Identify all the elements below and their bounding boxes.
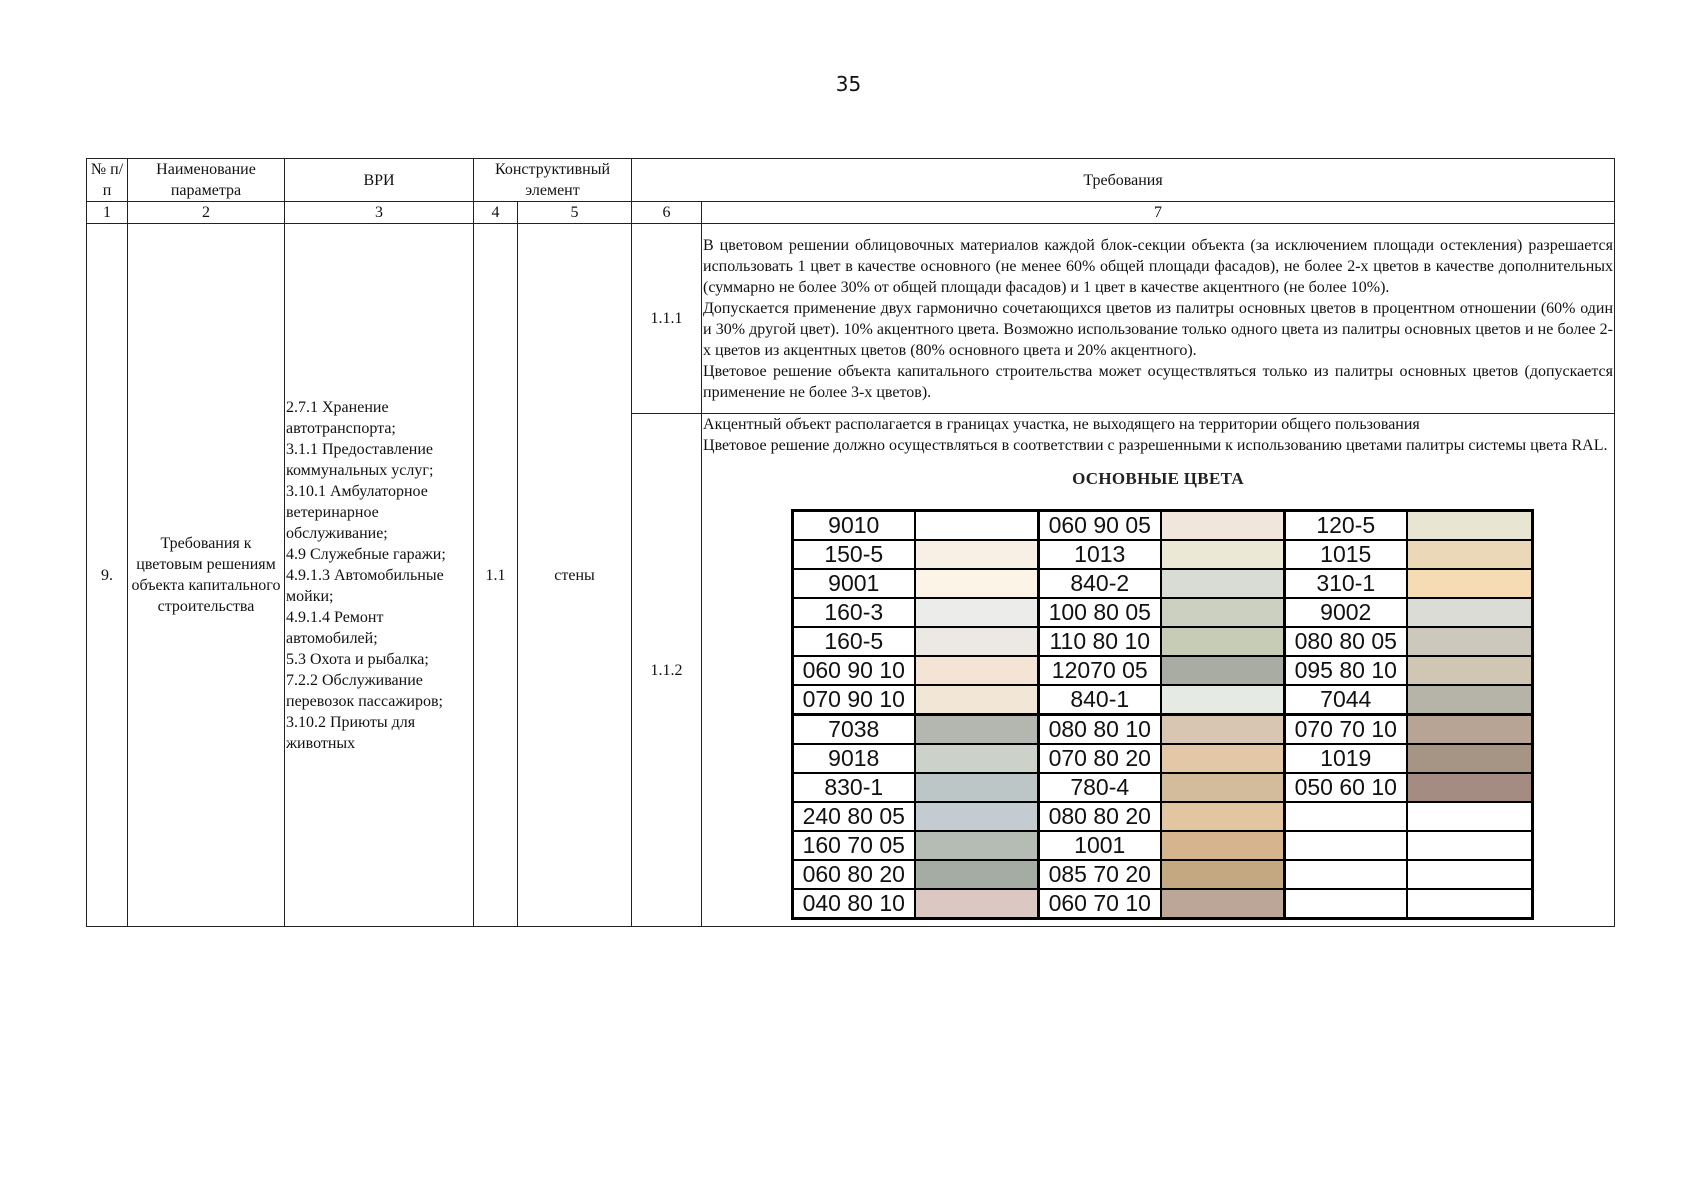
header-element: Конструктивный элемент: [474, 159, 632, 202]
color-code: 060 90 10: [793, 656, 915, 685]
color-swatch: [915, 511, 1039, 541]
color-swatch: [1407, 889, 1533, 919]
color-code: 040 80 10: [793, 889, 915, 919]
req-text-111: [702, 224, 1615, 414]
color-swatch: [915, 744, 1039, 773]
color-swatch: [1407, 656, 1533, 685]
color-swatch: [1161, 685, 1285, 715]
color-code: 12070 05: [1039, 656, 1161, 685]
color-swatch: [1407, 715, 1533, 745]
color-swatch: [915, 889, 1039, 919]
color-code: 100 80 05: [1039, 598, 1161, 627]
column-numbers-row: [87, 202, 1615, 224]
vri-item: 3.10.1 Амбулаторное ветеринарное обслуживание;: [286, 482, 428, 542]
color-swatch: [915, 802, 1039, 831]
color-code: 160-5: [793, 627, 915, 656]
palette-row: [793, 627, 1533, 656]
color-code: 1019: [1285, 744, 1407, 773]
color-swatch: [1407, 744, 1533, 773]
req-text-112: [702, 414, 1615, 927]
color-swatch: [1161, 715, 1285, 745]
vri-item: 5.3 Охота и рыбалка;: [286, 650, 429, 668]
color-code: 1013: [1039, 540, 1161, 569]
palette-row: [793, 569, 1533, 598]
color-swatch: [1161, 540, 1285, 569]
color-swatch: [915, 773, 1039, 802]
vri-item: 4.9.1.3 Автомобильные мойки;: [286, 566, 444, 605]
color-swatch: [1161, 569, 1285, 598]
palette-row: [793, 685, 1533, 715]
color-swatch: [1161, 889, 1285, 919]
color-swatch: [1407, 802, 1533, 831]
color-code: 070 70 10: [1285, 715, 1407, 745]
color-code: 840-1: [1039, 685, 1161, 715]
palette-row: [793, 773, 1533, 802]
req-paragraph: Цветовое решение должно осуществляться в соответствии с разрешенными к использованию цветами палитры системы цвета RAL.: [703, 437, 1608, 454]
col-number: 1: [87, 202, 128, 224]
color-code: 7038: [793, 715, 915, 745]
page-number: 35: [835, 72, 862, 96]
header-param: Наименование параметра: [128, 159, 285, 202]
element-name: стены: [518, 224, 632, 927]
color-swatch: [915, 831, 1039, 860]
color-code: 840-2: [1039, 569, 1161, 598]
header-row: [87, 159, 1615, 202]
vri-item: 7.2.2 Обслуживание перевозок пассажиров;: [286, 671, 443, 710]
vri-item: 3.1.1 Предоставление коммунальных услуг;: [286, 440, 434, 479]
col-number: 6: [632, 202, 702, 224]
color-swatch: [1407, 540, 1533, 569]
header-vri: ВРИ: [285, 159, 474, 202]
header-num: № п/п: [87, 159, 128, 202]
color-code: 070 80 20: [1039, 744, 1161, 773]
color-code: 085 70 20: [1039, 860, 1161, 889]
palette-row: [793, 540, 1533, 569]
vri-item: 4.9.1.4 Ремонт автомобилей;: [286, 608, 384, 647]
palette-title: ОСНОВНЫЕ ЦВЕТА: [1072, 469, 1244, 488]
color-code: [1285, 831, 1407, 860]
color-swatch: [915, 627, 1039, 656]
color-code: 830-1: [793, 773, 915, 802]
color-code: 9002: [1285, 598, 1407, 627]
palette-row: [793, 889, 1533, 919]
requirements-table: [86, 158, 1615, 927]
row-num: 9.: [87, 224, 128, 927]
color-swatch: [1161, 656, 1285, 685]
col-number: 3: [285, 202, 474, 224]
color-swatch: [1161, 831, 1285, 860]
color-swatch: [1407, 831, 1533, 860]
color-swatch: [1161, 860, 1285, 889]
color-code: 060 80 20: [793, 860, 915, 889]
color-swatch: [1161, 511, 1285, 541]
color-swatch: [915, 860, 1039, 889]
req-paragraph: Акцентный объект располагается в границах участка, не выходящего на территории общего пользования: [703, 416, 1420, 433]
vri-list: [285, 224, 474, 927]
color-code: 9001: [793, 569, 915, 598]
color-code: 310-1: [1285, 569, 1407, 598]
color-code: 160 70 05: [793, 831, 915, 860]
color-code: 1015: [1285, 540, 1407, 569]
col-number: 7: [702, 202, 1615, 224]
col-number: 2: [128, 202, 285, 224]
palette-row: [793, 656, 1533, 685]
color-code: [1285, 889, 1407, 919]
color-swatch: [1407, 773, 1533, 802]
col-number: 4: [474, 202, 518, 224]
color-swatch: [1407, 511, 1533, 541]
color-swatch: [915, 656, 1039, 685]
color-swatch: [1161, 744, 1285, 773]
color-code: 160-3: [793, 598, 915, 627]
header-requirements: Требования: [632, 159, 1615, 202]
row-9: [87, 224, 1615, 414]
req-paragraph: Допускается применение двух гармонично сочетающихся цветов из палитры основных цветов в процентном отношении (60% один и 30% другой цвет). 10% акцентного цвета. Возможно использование только одного цвета из палитры основных цветов и не более 2-х цветов из акцентных цветов (80% основного цвета и 20% акцентного).: [703, 299, 1614, 359]
col-number: 5: [518, 202, 632, 224]
color-code: 080 80 20: [1039, 802, 1161, 831]
req-code-112: 1.1.2: [632, 414, 702, 927]
req-code-111: 1.1.1: [632, 224, 702, 414]
color-swatch: [1407, 860, 1533, 889]
palette-row: [793, 802, 1533, 831]
palette-row: [793, 511, 1533, 541]
color-code: [1285, 860, 1407, 889]
color-code: [1285, 802, 1407, 831]
color-code: 150-5: [793, 540, 915, 569]
color-swatch: [1161, 627, 1285, 656]
color-swatch: [915, 569, 1039, 598]
color-swatch: [1407, 598, 1533, 627]
palette-row: [793, 744, 1533, 773]
color-code: 9018: [793, 744, 915, 773]
color-code: 060 90 05: [1039, 511, 1161, 541]
color-code: 240 80 05: [793, 802, 915, 831]
element-code: 1.1: [474, 224, 518, 927]
color-swatch: [915, 715, 1039, 745]
color-code: 120-5: [1285, 511, 1407, 541]
color-swatch: [1161, 598, 1285, 627]
color-swatch: [1407, 685, 1533, 715]
vri-item: 2.7.1 Хранение автотранспорта;: [286, 398, 396, 437]
color-code: 1001: [1039, 831, 1161, 860]
param-name: Требования к цветовым решениям объекта капитального строительства: [128, 224, 285, 927]
vri-item: 3.10.2 Приюты для животных: [286, 713, 416, 752]
color-code: 060 70 10: [1039, 889, 1161, 919]
palette-row: [793, 831, 1533, 860]
color-code: 095 80 10: [1285, 656, 1407, 685]
req-paragraph: В цветовом решении облицовочных материалов каждой блок-секции объекта (за исключением площади остекления) разрешается использовать 1 цвет в качестве основного (не менее 60% общей площади фасадов), не более 2-х цветов в качестве дополнительных (суммарно не более 30% от общей площади фасадов) и 1 цвет в качестве акцентного (не более 10%).: [703, 236, 1614, 296]
color-code: 110 80 10: [1039, 627, 1161, 656]
vri-item: 4.9 Служебные гаражи;: [286, 545, 446, 563]
color-swatch: [1161, 773, 1285, 802]
color-code: 050 60 10: [1285, 773, 1407, 802]
color-code: 080 80 05: [1285, 627, 1407, 656]
palette-row: [793, 860, 1533, 889]
color-swatch: [915, 540, 1039, 569]
color-code: 070 90 10: [793, 685, 915, 715]
color-swatch: [915, 598, 1039, 627]
palette-row: [793, 715, 1533, 745]
color-palette-table: [791, 509, 1534, 920]
color-code: 780-4: [1039, 773, 1161, 802]
color-swatch: [1161, 802, 1285, 831]
color-swatch: [1407, 627, 1533, 656]
color-swatch: [915, 685, 1039, 715]
color-swatch: [1407, 569, 1533, 598]
palette-row: [793, 598, 1533, 627]
color-code: 9010: [793, 511, 915, 541]
color-code: 7044: [1285, 685, 1407, 715]
color-code: 080 80 10: [1039, 715, 1161, 745]
req-paragraph: Цветовое решение объекта капитального строительства может осуществляться только из палитры основных цветов (допускается применение не более 3-х цветов).: [703, 362, 1614, 401]
